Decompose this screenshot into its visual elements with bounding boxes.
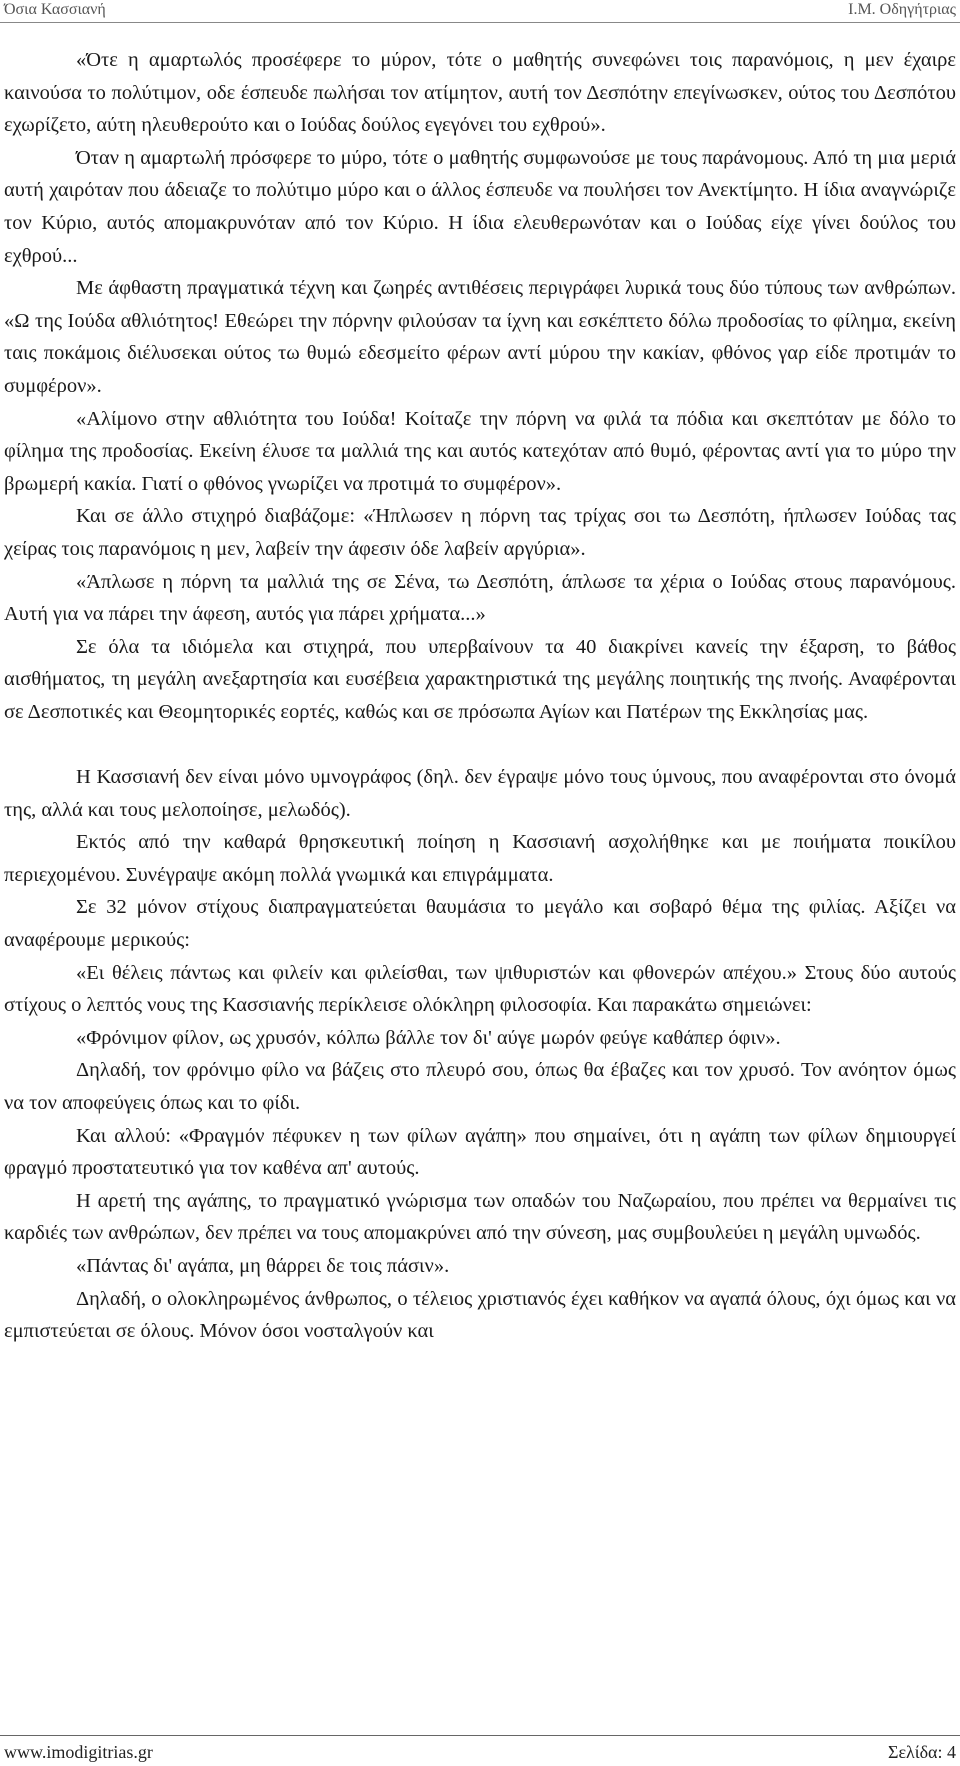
header-title-right: Ι.Μ. Οδηγήτριας xyxy=(848,1,956,18)
paragraph: Σε 32 μόνον στίχους διαπραγματεύεται θαυμάσια το μεγάλο και σοβαρό θέμα της φιλίας. Αξίζει να αναφέρουμε μερικούς: xyxy=(4,896,956,952)
paragraph: «Αλίμονο στην αθλιότητα του Ιούδα! Κοίταζε την πόρνη να φιλά τα πόδια και σκεπτόταν με δόλο το φίλημα της προδοσίας. Εκείνη έλυσε τα μαλλιά της και αυτός κατεχόταν από θυμό, φέροντας αντί για το μύρο την βρωμερή κακία. Γιατί ο φθόνος γνωρίζει να προτιμά το συμφέρον». xyxy=(4,407,956,495)
paragraph: Και αλλού: «Φραγμόν πέφυκεν η των φίλων αγάπη» που σημαίνει, ότι η αγάπη των φίλων δημιουργεί φραγμό προστατευτικό για τον καθένα απ' αυτούς. xyxy=(4,1124,956,1180)
paragraph: «Ότε η αμαρτωλός προσέφερε το μύρον, τότε ο μαθητής συνεφώνει τοις παρανόμοις, η μεν έχαιρε καινούσα το πολύτιμον, οδε έσπευδε πωλήσαι τον ατίμητον, αυτή τον Δεσπότην επεγίνωσκεν, ούτος του Δεσπότου εχωρίζετο, αύτη ηλευθερούτο και ο Ιούδας δούλος εγεγόνει του εχθρού». xyxy=(4,49,956,137)
document-body xyxy=(0,44,960,1348)
header-title-left: Όσια Κασσιανή xyxy=(4,1,106,18)
paragraph: Η αρετή της αγάπης, το πραγματικό γνώρισμα των οπαδών του Ναζωραίου, που πρέπει να θερμαίνει τις καρδιές των ανθρώπων, δεν πρέπει να τους απομακρύνει από την σύνεση, μας συμβουλεύει η μεγάλη υμνωδός. xyxy=(4,1189,956,1245)
paragraph: Δηλαδή, ο ολοκληρωμένος άνθρωπος, ο τέλειος χριστιανός έχει καθήκον να αγαπά όλους, όχι όμως και να εμπιστεύεται σε όλους. Μόνον όσοι νοσταλγούν και xyxy=(4,1287,956,1343)
paragraph: Σε όλα τα ιδιόμελα και στιχηρά, που υπερβαίνουν τα 40 διακρίνει κανείς την έξαρση, το βάθος αισθήματος, τη μεγάλη ανεξαρτησία και ευσέβεια χαρακτηριστικά της μεγάλης ποιητικής της πνοής. Αναφέρονται σε Δεσποτικές και Θεομητορικές εορτές, καθώς και σε πρόσωπα Αγίων και Πατέρων της Εκκλησίας μας. xyxy=(4,635,956,723)
header-divider xyxy=(0,22,960,23)
paragraph: Με άφθαστη πραγματικά τέχνη και ζωηρές αντιθέσεις περιγράφει λυρικά τους δύο τύπους των ανθρώπων. «Ω της Ιούδα αθλιότητος! Εθεώρει την πόρνην φιλούσαν τα ίχνη και εσκέπτετο δόλω προδοσίας το φίλημα, εκείνη ταις ποκάμοις διέλυσεκαι ούτος τω θυμώ εδεσμείτο φέρων αντί μύρου την κακίαν, φθόνος γαρ είδε προτιμάν το συμφέρον». xyxy=(4,277,956,397)
paragraph: Δηλαδή, τον φρόνιμο φίλο να βάζεις στο πλευρό σου, όπως θα έβαζες και τον χρυσό. Τον ανόητον όμως να τον αποφεύγεις όπως και το φίδι. xyxy=(4,1059,956,1114)
paragraph: «Πάντας δι' αγάπα, μη θάρρει δε τοις πάσιν». xyxy=(76,1254,450,1277)
paragraph-spacer xyxy=(4,728,956,761)
paragraph: «Άπλωσε η πόρνη τα μαλλιά της σε Σένα, τω Δεσπότη, άπλωσε τα χέρια ο Ιούδας στους παρανόμους. Αυτή για να πάρει την άφεση, αυτός για πάρει χρήματα...» xyxy=(4,570,956,626)
paragraph: Η Κασσιανή δεν είναι μόνο υμνογράφος (δηλ. δεν έγραψε μόνο τους ύμνους, που αναφέρονται στο όνομά της, αλλά και τους μελοποίησε, μελωδός). xyxy=(4,766,956,821)
paragraph: Εκτός από την καθαρά θρησκευτική ποίηση η Κασσιανή ασχολήθηκε και με ποιήματα ποικίλου περιεχομένου. Συνέγραψε ακόμη πολλά γνωμικά και επιγράμματα. xyxy=(4,831,956,886)
footer-divider xyxy=(0,1735,960,1736)
page-header xyxy=(0,0,960,22)
page-footer xyxy=(0,1735,960,1766)
paragraph: «Ει θέλεις πάντως και φιλείν και φιλείσθαι, των ψιθυριστών και φθονερών απέχου.» Στους δύο αυτούς στίχους ο λεπτός νους της Κασσιανής περίκλεισε ολόκληρη φιλοσοφία. Και παρακάτω σημειώνει: xyxy=(4,961,956,1017)
paragraph: «Φρόνιμον φίλον, ως χρυσόν, κόλπω βάλλε τον δι' αύγε μωρόν φεύγε καθάπερ όφιν». xyxy=(76,1026,781,1049)
paragraph: Και σε άλλο στιχηρό διαβάζομε: «Ήπλωσεν η πόρνη τας τρίχας σοι τω Δεσπότη, ήπλωσεν Ιούδας τας χείρας τοις παρανόμοις η μεν, λαβείν την άφεσιν όδε λαβείν αργύρια». xyxy=(4,505,956,560)
footer-page-number: Σελίδα: 4 xyxy=(887,1742,956,1762)
footer-website: www.imodigitrias.gr xyxy=(4,1742,153,1762)
paragraph: Όταν η αμαρτωλή πρόσφερε το μύρο, τότε ο μαθητής συμφωνούσε με τους παράνομους. Από τη μια μεριά αυτή χαιρόταν που άδειαζε το πολύτιμο μύρο και ο άλλος έσπευδε να πουλήσει τον Ανεκτίμητο. Η ίδια αναγνώριζε τον Κύριο, αυτός απομακρυνόταν από τον Κύριο. Η ίδια ελευθερωνόταν και ο Ιούδας είχε γίνει δούλος του εχθρού... xyxy=(4,146,956,267)
